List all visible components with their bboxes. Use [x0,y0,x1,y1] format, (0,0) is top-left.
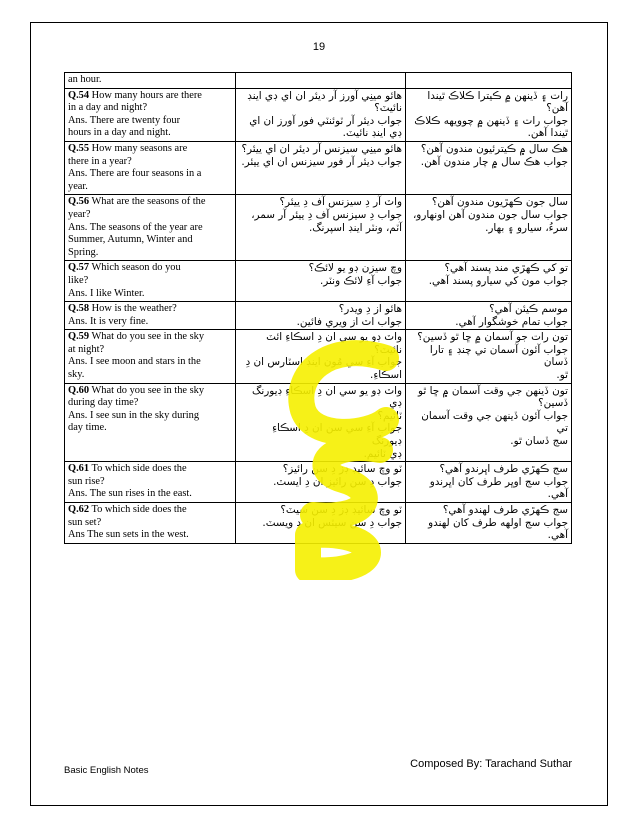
english-line [68,262,232,275]
transliteration-line: وچ سيزن ڊو يو لائڪ؟ [308,262,402,275]
translation-cell [406,462,572,503]
english-text: Ans. I like Winter. [68,287,145,299]
english-line [68,344,232,357]
translation-line: جواب آئون آسمان تي چنڊ ۽ تارا ڏسان [429,343,568,369]
english-text: What do you see in the sky [89,331,205,343]
english-text: year. [68,180,88,192]
transliteration-line: جواب دِ سيزنس آف دِ ييئر آر سمر، [251,208,402,221]
transliteration-line: جواب دِ سن رائيز ان دِ ايسٽ. [273,475,402,488]
english-text: To which side does the [89,504,187,515]
translation-line: جواب رات ۽ ڏينهن ۾ چوويهه ڪلاڪ [414,114,568,127]
table-row [65,261,572,302]
table-row [65,195,572,261]
transliteration-cell [236,88,406,141]
english-text: Ans The sun sets in the west. [68,529,189,541]
english-text: Ans. The sun rises in the east. [68,488,192,500]
english-line [68,156,232,169]
transliteration-line: واٽ آر دِ سيزنس آف دِ ييئر؟ [279,196,402,209]
english-text: How many seasons are [89,142,188,154]
english-cell [65,88,236,141]
english-text: Which season do you [89,262,181,274]
translation-cell [406,195,572,261]
table-row [65,503,572,544]
transliteration-cell [236,330,406,383]
transliteration-line: واٽ ڊو يو سي ان دِ اسڪاءِ ائٽ نائيٽ؟ [266,331,402,356]
english-line [68,127,232,140]
translation-line: ٿو. [556,369,568,382]
transliteration-line: ڊي ٽائيم. [363,447,402,460]
english-text: year? [68,208,91,220]
question-number: Q.57 [68,262,90,274]
translation-line: سال جون ڪهڙيون مندون آهن؟ [431,196,568,209]
translation-line: آهن؟ [546,102,568,115]
english-text: during day time? [68,397,139,409]
english-cell [65,73,236,89]
english-line [68,422,232,435]
translation-line: تون رات جو آسمان ۾ ڇا ٿو ڏسين؟ [417,331,568,344]
transliteration-line: جواب آءِ لائڪ ونٽر. [320,274,402,287]
english-text: Ans. I see sun in the sky during [68,409,200,421]
english-line [68,168,232,181]
translation-cell [406,261,572,302]
transliteration-line: جواب اٽ از ويري فائين. [296,315,402,328]
english-line [68,275,232,288]
english-text: there in a year? [68,155,132,167]
english-text: Ans. The seasons of the year are [68,221,203,233]
english-cell [65,302,236,330]
english-line [68,209,232,222]
english-text: How is the weather? [89,303,177,315]
english-text: Ans. It is very fine. [68,315,149,327]
transliteration-line: اسڪاءِ. [370,369,402,382]
transliteration-line: هائو از دِ ويدر؟ [338,303,402,316]
transliteration-line: واٽ ڊو يو سي ان دِ اسڪاءِ ڊيورنگ ڊي [252,384,402,410]
question-number: Q.61 [68,463,90,475]
english-text: Summer, Autumn, Winter and [68,234,193,246]
transliteration-line: ٽو وچ سائيڊ ڊز دِ سن سيٽ؟ [280,504,402,516]
english-line [68,369,232,382]
transliteration-cell [236,503,406,544]
table-row [65,302,572,330]
english-text: hours in a day and night. [68,127,171,139]
english-line [68,476,232,489]
question-number: Q.56 [68,196,90,208]
translation-line: رات ۽ ڏينهن ۾ ڪيترا ڪلاڪ ٿيندا [427,89,568,102]
english-text: sun rise? [68,475,105,487]
english-cell [65,195,236,261]
transliteration-cell [236,383,406,462]
translation-line: ٿيندا آهن. [527,127,568,140]
english-text: Ans. There are four seasons in a [68,168,202,180]
english-text: Ans. I see moon and stars in the [68,356,201,368]
english-text: day time. [68,422,107,434]
english-text: Ans. There are twenty four [68,114,181,126]
translation-cell [406,383,572,462]
english-cell [65,141,236,194]
translation-line: جواب سج اوڀر طرف کان اڀرندو آهي. [429,475,568,501]
table-row [65,88,572,141]
translation-cell [406,302,572,330]
transliteration-line: هائو مينِي سيزنس آر ديئر ان اي ييئر؟ [241,142,402,155]
transliteration-line: ٽو وچ سائيڊ ڊز دِ سن رائيز؟ [282,463,402,476]
english-text: sun set? [68,516,102,528]
english-cell [65,503,236,544]
transliteration-line: ٽائيم؟ [377,409,402,422]
translation-line: موسم ڪيئن آهي؟ [489,303,568,316]
transliteration-cell [236,261,406,302]
english-line [68,488,232,501]
transliteration-line: جواب ديئر آر ٽوئنٽي فور آورز ان اي [249,114,402,127]
translation-cell [406,88,572,141]
english-line [68,410,232,423]
question-number: Q.60 [68,384,90,396]
table-row [65,462,572,503]
transliteration-line: هائو مينِي آورز آر ديئر ان اي ڊي اينڊ [247,89,402,102]
translation-line: جواب آئون ڏينهن جي وقت آسمان تي [421,409,568,435]
english-cell [65,261,236,302]
question-number: Q.54 [68,89,90,101]
english-line [68,529,232,542]
page-number: 19 [312,41,326,53]
transliteration-line: جواب ديئر آر فور سيزنس ان اي ييئر. [241,155,402,168]
translation-cell [406,330,572,383]
english-text: How many hours are there [89,89,202,101]
transliteration-cell [236,462,406,503]
english-line [68,504,232,517]
question-number: Q.58 [68,303,90,315]
english-line [68,143,232,156]
english-line [68,331,232,344]
table-row [65,383,572,462]
transliteration-cell [236,73,406,89]
question-number: Q.55 [68,142,90,154]
question-number: Q.62 [68,504,90,515]
transliteration-line: نائيٽ؟ [374,102,402,115]
english-line [68,74,232,87]
table-row [65,141,572,194]
footer-title: Basic English Notes [64,765,149,776]
english-line [68,196,232,209]
translation-line: سج ڪهڙي طرف اڀرندو آهي؟ [439,463,568,476]
transliteration-line: آٽم، ونٽر اينڊ اسپرنگ. [308,221,402,234]
transliteration-line: جواب آءِ سي سن ان دِ اسڪاءِ ڊيورنگ [272,422,402,448]
transliteration-cell [236,195,406,261]
english-text: an hour. [68,74,102,85]
english-cell [65,383,236,462]
translation-cell [406,503,572,544]
transliteration-cell [236,141,406,194]
english-line [68,234,232,247]
footer-author: Composed By: Tarachand Suthar [410,758,572,770]
english-line [68,222,232,235]
translation-line: سج ڪهڙي طرف لهندو آهي؟ [442,504,568,516]
english-line [68,102,232,115]
translation-line: سج ڏسان ٿو. [510,435,568,448]
english-text: Spring. [68,246,99,258]
translation-line: تون ڏينهن جي وقت آسمان ۾ ڇا ٿو [418,384,568,397]
english-text: in a day and night? [68,102,148,114]
translation-line: تو کي ڪهڙي مند پسند آهي؟ [444,262,568,275]
translation-line: جواب هڪ سال ۾ چار مندون آهن. [420,155,568,168]
transliteration-line: جواب دِ سن سيٽس ان دِ ويسٽ. [262,516,402,529]
translation-line: جواب سال جون مندون آهن اونهارو، [412,208,568,221]
english-text: sky. [68,369,85,381]
translation-line: جواب سج اولهه طرف کان لهندو آهي. [428,516,568,542]
translation-line: سرءُ، سيارو ۽ بهار. [485,221,568,234]
english-cell [65,330,236,383]
table-row [65,73,572,89]
english-text: like? [68,274,89,286]
translation-line: ڏسين؟ [538,397,568,410]
translation-line: جواب مون کي سيارو پسند آهي. [428,274,568,287]
translation-cell [406,73,572,89]
transliteration-line: ڊي اينڊ نائيٽ. [342,127,402,140]
english-line [68,316,232,329]
english-line [68,247,232,260]
table-row [65,330,572,383]
english-text: at night? [68,343,105,355]
english-line [68,463,232,476]
english-line [68,90,232,103]
translation-line: جواب تمام خوشگوار آهي. [455,315,568,328]
transliteration-cell [236,302,406,330]
question-number: Q.59 [68,331,90,343]
english-text: What do you see in the sky [89,384,205,396]
english-line [68,356,232,369]
english-line [68,303,232,316]
english-line [68,115,232,128]
translation-cell [406,141,572,194]
english-text: To which side does the [89,463,187,475]
qa-table [64,72,572,544]
english-line [68,181,232,194]
translation-line: هڪ سال ۾ ڪيترئيون مندون آهن؟ [420,142,568,155]
english-line [68,288,232,301]
english-line [68,385,232,398]
english-text: What are the seasons of the [89,196,206,208]
english-line [68,517,232,530]
english-line [68,397,232,410]
english-cell [65,462,236,503]
transliteration-line: جواب آءِ سي مُون اينڊ اسٽارس ان دِ [245,356,402,369]
